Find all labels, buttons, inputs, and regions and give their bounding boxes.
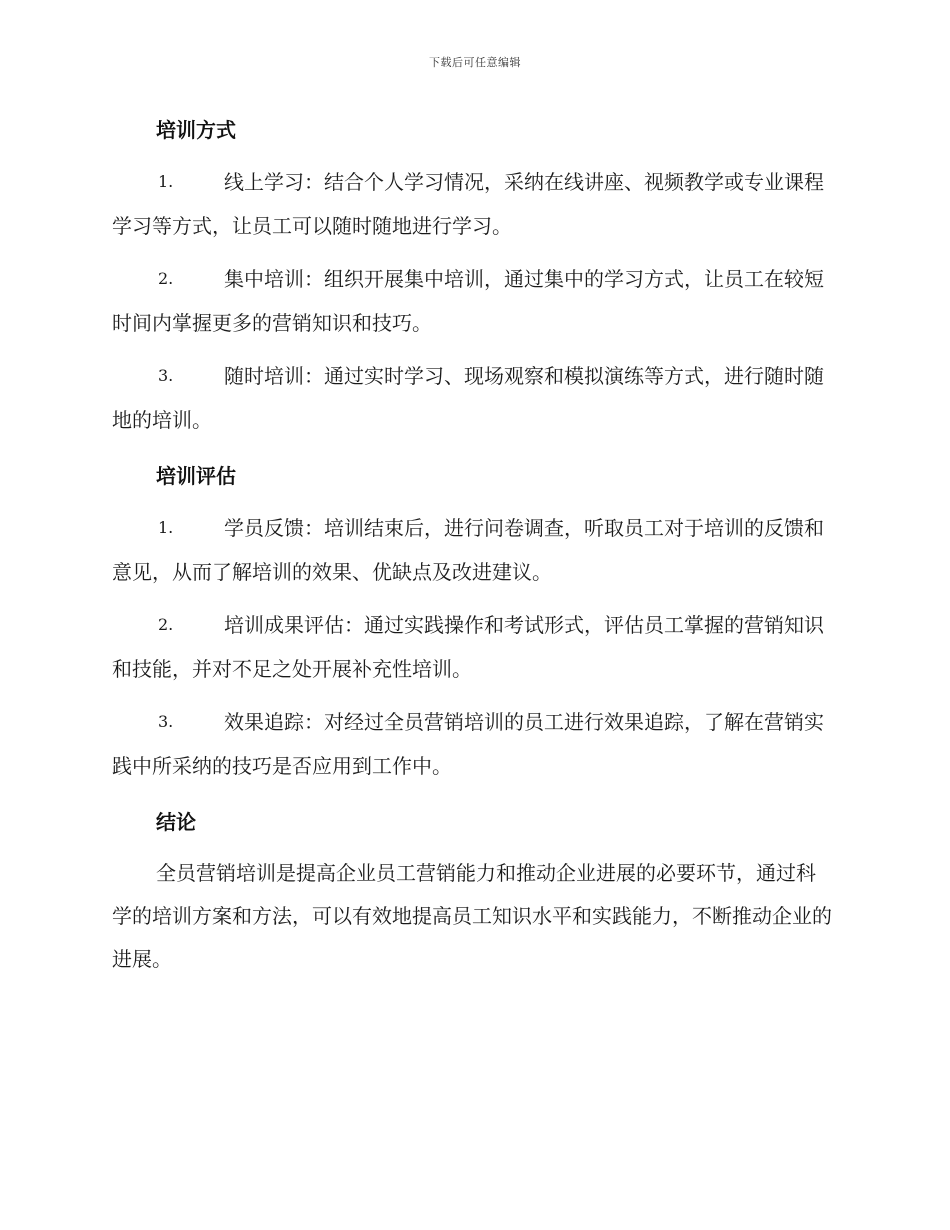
list-item-text: 随时培训：通过实时学习、现场观察和模拟演练等方式，进行随时随地的培训。 (112, 364, 824, 432)
list-item-text: 培训成果评估：通过实践操作和考试形式，评估员工掌握的营销知识和技能，并对不足之处开展补充性培训。 (112, 613, 824, 681)
list-item (112, 603, 832, 691)
section-title-methods: 培训方式 (156, 118, 236, 142)
list-item-number: 1. (158, 518, 174, 537)
list-item-text: 学员反馈：培训结束后，进行问卷调查，听取员工对于培训的反馈和意见，从而了解培训的效果、优缺点及改进建议。 (112, 516, 824, 584)
list-item (112, 506, 832, 594)
list-item-number: 3. (158, 712, 174, 731)
list-item (112, 354, 832, 442)
page-header-note: 下载后可任意编辑 (429, 56, 521, 69)
list-item-number: 1. (158, 172, 174, 191)
list-item-text: 线上学习：结合个人学习情况，采纳在线讲座、视频教学或专业课程学习等方式，让员工可以随时随地进行学习。 (112, 170, 824, 238)
list-item (112, 700, 832, 788)
conclusion-paragraph: 全员营销培训是提高企业员工营销能力和推动企业进展的必要环节，通过科学的培训方案和方法，可以有效地提高员工知识水平和实践能力，不断推动企业的进展。 (112, 861, 832, 971)
list-item-number: 3. (158, 366, 174, 385)
list-item-number: 2. (158, 615, 174, 634)
section-title-conclusion: 结论 (156, 810, 196, 834)
list-item-number: 2. (158, 269, 174, 288)
list-item (112, 257, 832, 345)
list-item (112, 160, 832, 248)
list-item-text: 集中培训：组织开展集中培训，通过集中的学习方式，让员工在较短时间内掌握更多的营销知识和技巧。 (112, 267, 824, 335)
section-title-evaluation: 培训评估 (156, 464, 236, 488)
list-item-text: 效果追踪：对经过全员营销培训的员工进行效果追踪，了解在营销实践中所采纳的技巧是否应用到工作中。 (112, 710, 824, 778)
